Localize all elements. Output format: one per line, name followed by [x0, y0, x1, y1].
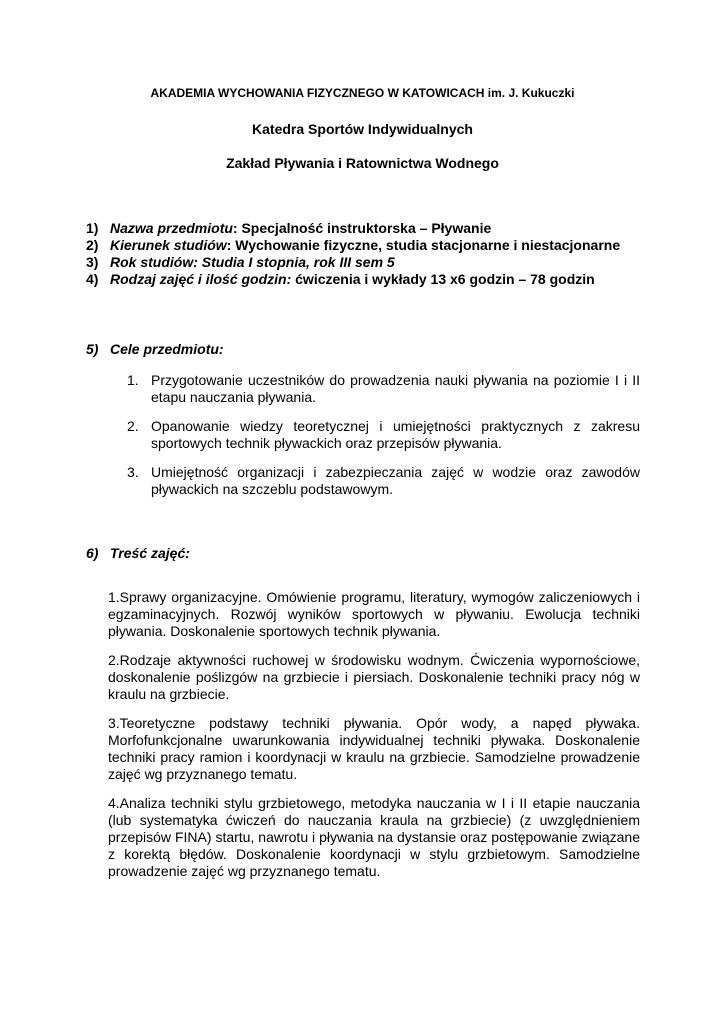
item-number: 2) — [86, 237, 99, 253]
item-label: Nazwa przedmiotu — [110, 220, 233, 236]
goal-number: 3. — [127, 464, 139, 480]
goal-item — [127, 464, 640, 498]
content-paragraphs — [108, 589, 640, 892]
content-section-heading — [86, 545, 190, 561]
course-info-item — [86, 271, 646, 288]
item-separator: : — [232, 220, 242, 236]
item-label: Rok studiów: Studia I stopnia, rok III sem 5 — [110, 254, 395, 270]
goal-text: Przygotowanie uczestników do prowadzenia nauki pływania na poziomie I i II etapu nauczania pływania. — [151, 372, 640, 405]
content-paragraph: 2.Rodzaje aktywności ruchowej w środowisku wodnym. Ćwiczenia wypornościowe, doskonalenie poślizgów na grzbiecie i piersiach. Doskonalenie techniki pracy nóg w kraulu na grzbiecie. — [108, 652, 640, 702]
item-separator: : — [226, 237, 236, 253]
item-value: ćwiczenia i wykłady 13 x6 godzin – 78 godzin — [295, 271, 595, 287]
goals-section-heading — [86, 341, 224, 357]
section-title: Cele przedmiotu: — [110, 341, 224, 357]
item-label: Rodzaj zajęć i ilość godzin: — [110, 271, 292, 287]
section-number: 5) — [86, 341, 99, 357]
goal-item — [127, 372, 640, 406]
course-info-item — [86, 237, 646, 254]
goal-text: Umiejętność organizacji i zabezpieczania zajęć w wodzie oraz zawodów pływackich na szczeblu podstawowym. — [151, 464, 640, 497]
goals-list — [127, 372, 640, 510]
content-paragraph: 1.Sprawy organizacyjne. Omówienie programu, literatury, wymogów zaliczeniowych i egzaminacyjnych. Rozwój wyników sportowych w pływaniu. Ewolucja techniki pływania. Doskonalenie sportowych technik pływania. — [108, 589, 640, 639]
unit-header: Zakład Pływania i Ratownictwa Wodnego — [226, 155, 499, 171]
item-number: 1) — [86, 220, 99, 236]
section-number: 6) — [86, 545, 99, 561]
content-paragraph: 4.Analiza techniki stylu grzbietowego, metodyka nauczania w I i II etapie nauczania (lub systematyka ćwiczeń do nauczania kraula na grzbiecie) (z uwzględnieniem przepisów FINA) startu, nawrotu i pływania na dystansie oraz postępowanie związane z korektą błędów. Doskonalenie koordynacji w stylu grzbietowym. Samodzielne prowadzenie zajęć wg przyznanego tematu. — [108, 795, 640, 879]
goal-number: 1. — [127, 372, 139, 388]
item-number: 4) — [86, 271, 99, 287]
course-info-item — [86, 220, 646, 237]
institution-header: AKADEMIA WYCHOWANIA FIZYCZNEGO W KATOWICACH im. J. Kukuczki — [150, 86, 575, 100]
department-header: Katedra Sportów Indywidualnych — [252, 121, 473, 137]
content-paragraph: 3.Teoretyczne podstawy techniki pływania. Opór wody, a napęd pływaka. Morfofunkcjonalne uwarunkowania indywidualnej techniki pływaka. Doskonalenie techniki pracy ramion i koordynacji w kraulu na grzbiecie. Samodzielne prowadzenie zajęć wg przyznanego tematu. — [108, 715, 640, 782]
course-info-list — [86, 220, 646, 288]
item-label: Kierunek studiów — [110, 237, 227, 253]
course-info-item — [86, 254, 646, 271]
item-number: 3) — [86, 254, 99, 270]
section-title: Treść zajęć: — [110, 545, 190, 561]
item-value: Specjalność instruktorska – Pływanie — [241, 220, 492, 236]
goal-number: 2. — [127, 418, 139, 434]
item-value: Wychowanie fizyczne, studia stacjonarne i niestacjonarne — [235, 237, 621, 253]
goal-item — [127, 418, 640, 452]
goal-text: Opanowanie wiedzy teoretycznej i umiejętności praktycznych z zakresu sportowych technik pływackich oraz przepisów pływania. — [151, 418, 640, 451]
